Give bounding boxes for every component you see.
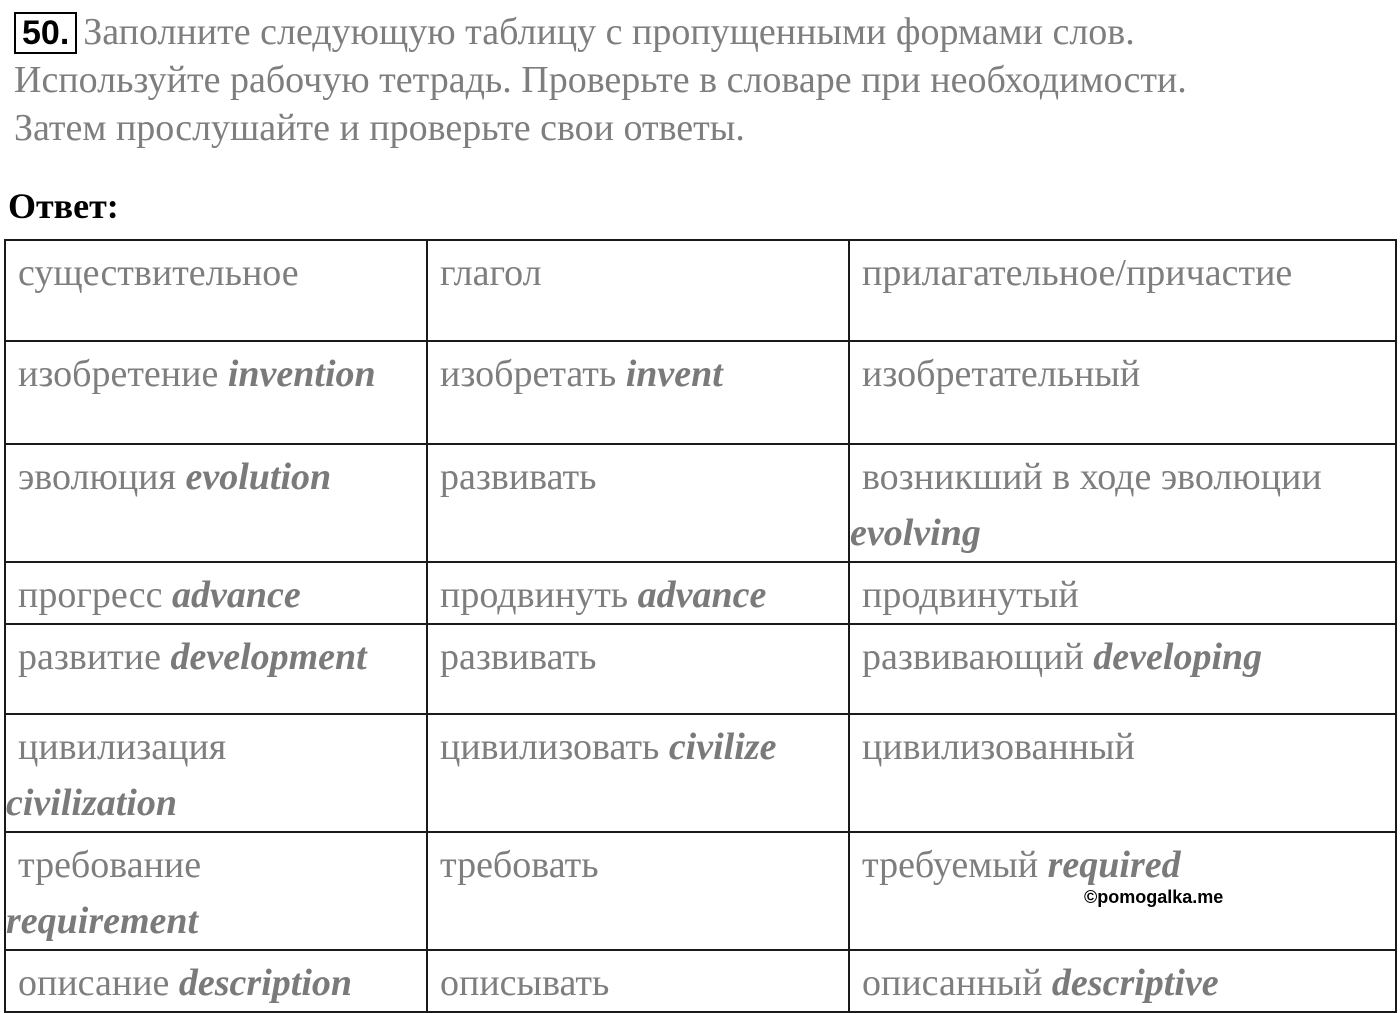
- cell-en: evolving: [850, 512, 981, 554]
- cell-ru: продвинуть: [440, 574, 629, 616]
- header-adjective: прилагательное/причастие: [849, 240, 1396, 341]
- answer-label: Ответ:: [8, 186, 119, 226]
- cell-ru: развивать: [440, 636, 597, 678]
- table-row: [5, 950, 1396, 1012]
- cell-ru: требуемый: [862, 844, 1039, 886]
- cell-ru: требование: [18, 844, 202, 886]
- cell-ru: описывать: [440, 962, 610, 1004]
- cell-ru: прогресс: [18, 574, 163, 616]
- table-cell: [5, 714, 427, 832]
- cell-en: descriptive: [1051, 962, 1219, 1004]
- cell-ru: описанный: [862, 962, 1043, 1004]
- table-cell: [5, 562, 427, 624]
- cell-en: description: [178, 962, 353, 1004]
- table-cell: [427, 950, 849, 1012]
- table-row: [5, 444, 1396, 562]
- task-number: 50.: [14, 12, 77, 54]
- table-row: [5, 562, 1396, 624]
- cell-en: advance: [637, 574, 767, 616]
- cell-en: evolution: [185, 456, 332, 498]
- cell-ru: цивилизовать: [440, 726, 660, 768]
- table-cell: [427, 444, 849, 562]
- task-line-1: Заполните следующую таблицу с пропущенными формами слов.: [83, 11, 1135, 53]
- cell-ru: изобретательный: [862, 353, 1141, 395]
- task-line-2: Используйте рабочую тетрадь. Проверьте в словаре при необходимости.: [14, 59, 1187, 101]
- cell-en: requirement: [6, 900, 199, 942]
- cell-ru: эволюция: [18, 456, 176, 498]
- cell-en: civilization: [6, 782, 177, 824]
- table-cell: [427, 832, 849, 950]
- table-cell: [5, 444, 427, 562]
- cell-en: civilize: [668, 726, 777, 768]
- cell-en: advance: [171, 574, 301, 616]
- table-header-row: [5, 240, 1396, 341]
- table-cell: [849, 341, 1396, 444]
- table-cell: [849, 950, 1396, 1012]
- cell-ru: цивилизованный: [862, 726, 1135, 768]
- task-line-3: Затем прослушайте и проверьте свои ответы.: [14, 107, 745, 149]
- cell-ru: развитие: [18, 636, 161, 678]
- table-cell: [427, 624, 849, 714]
- cell-ru: возникший в ходе эволюции: [862, 456, 1322, 498]
- cell-ru: требовать: [440, 844, 599, 886]
- table-row: [5, 624, 1396, 714]
- table-row: [5, 341, 1396, 444]
- table-cell: [849, 562, 1396, 624]
- table-cell: [849, 624, 1396, 714]
- table-cell: [427, 714, 849, 832]
- cell-en: developing: [1093, 636, 1263, 678]
- header-noun: существительное: [5, 240, 427, 341]
- cell-ru: цивилизация: [18, 726, 227, 768]
- table-cell: [5, 950, 427, 1012]
- table-cell: [5, 624, 427, 714]
- cell-en: invent: [625, 353, 723, 395]
- table-cell: [849, 444, 1396, 562]
- table-cell: [427, 562, 849, 624]
- cell-en: required: [1047, 844, 1181, 886]
- cell-ru: продвинутый: [862, 574, 1079, 616]
- table-cell: [849, 714, 1396, 832]
- task-text: [14, 8, 1394, 152]
- cell-en: development: [170, 636, 367, 678]
- watermark: ©pomogalka.me: [1084, 887, 1224, 907]
- cell-ru: описание: [18, 962, 170, 1004]
- header-verb: глагол: [427, 240, 849, 341]
- cell-ru: изобретать: [440, 353, 617, 395]
- table-row: [5, 714, 1396, 832]
- cell-en: invention: [227, 353, 376, 395]
- table-cell: [5, 832, 427, 950]
- cell-ru: изобретение: [18, 353, 219, 395]
- table-cell: [427, 341, 849, 444]
- cell-ru: развивающий: [862, 636, 1084, 678]
- cell-ru: развивать: [440, 456, 597, 498]
- table-cell: [5, 341, 427, 444]
